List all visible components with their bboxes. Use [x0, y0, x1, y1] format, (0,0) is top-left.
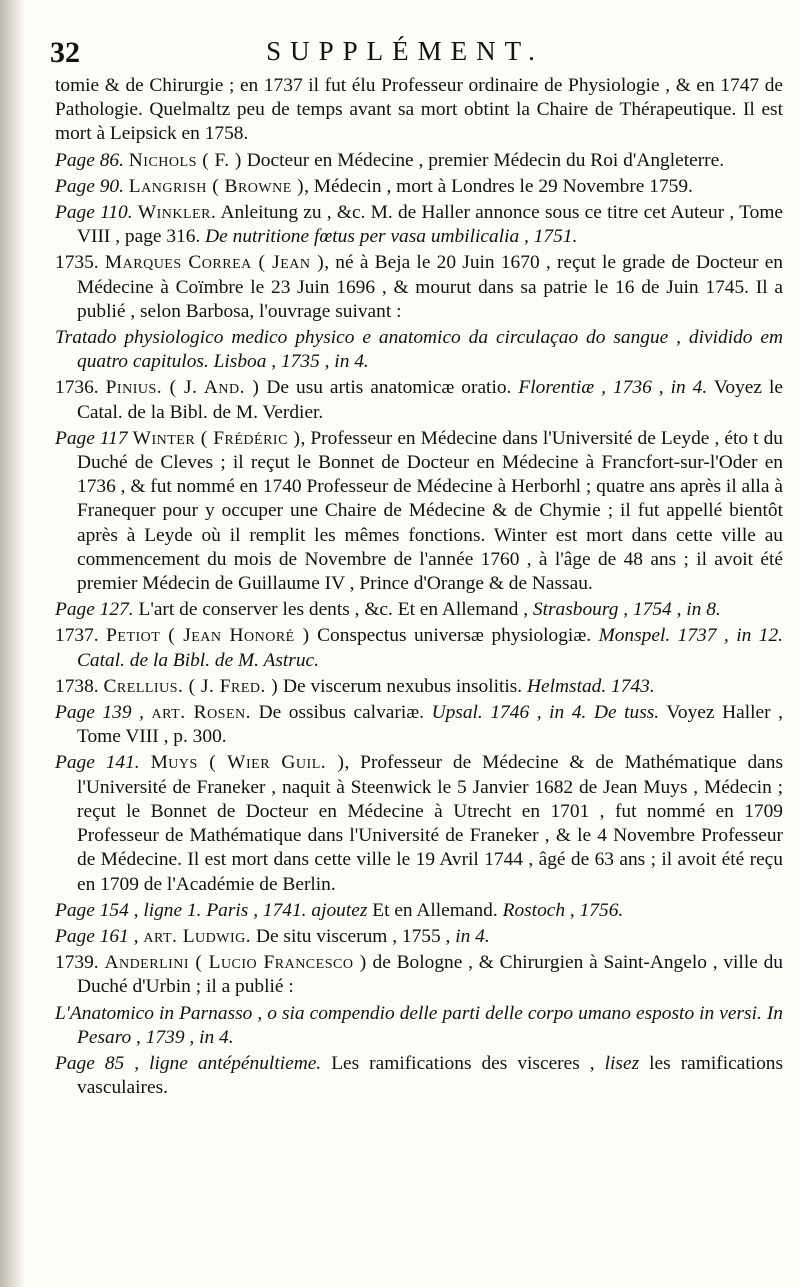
entry-body: Et en Allemand.	[372, 899, 498, 921]
entry-title: lisez	[604, 1052, 640, 1074]
entry-reference: Page 127.	[55, 599, 134, 621]
entry-body: De usu artis anatomicæ oratio.	[266, 377, 512, 399]
entry-body: Conspectus universæ physiologiæ.	[317, 625, 592, 647]
entry-body: , Professeur en Médecine dans l'Université de Leyde , éto t du Duché de Cleves ; il reçut le Bonnet de Docteur en Médecine à Francfort-sur-l'Oder en 1736 , & fut nommé en 1740 Professeur de Médecine à Herborhl ; quatre ans après il alla à Franequer pour y occuper une Chaire de Médecine & de Chymie ; il fut appellé bientôt après à Leyde où il remplit les mêmes fonctions. Winter est mort dans cette ville au commencement du mois de Novembre de l'année 1760 , à l'âge de 48 ans ; il avoit été premier Médecin de Guillaume IV , Prince d'Orange & de Nassau.	[77, 427, 783, 595]
entry-tail: les ramifications vasculaires.	[77, 1052, 784, 1099]
entry-winkler	[55, 201, 783, 249]
entry-title: in 4.	[455, 925, 490, 947]
entry-reference: Page 90.	[55, 175, 124, 197]
entry-reference: Page 161 ,	[55, 925, 139, 947]
page-header	[40, 28, 770, 72]
entry-tail: Voyez le Catal. de la Bibl. de M. Verdier.	[77, 377, 783, 423]
entry-anatomico-title	[55, 1002, 783, 1050]
entry-title: Strasbourg , 1754 , in 8.	[532, 599, 721, 621]
entry-name: Nichols ( F. )	[128, 149, 242, 171]
entry-name: Petiot ( Jean Honoré )	[106, 625, 310, 647]
entry-winter	[55, 427, 783, 596]
entry-body: de Bologne , & Chirurgien à Saint-Angelo , ville du Duché d'Urbin ; il a publié :	[77, 952, 784, 998]
entry-nichols	[55, 149, 783, 173]
entry-title: Upsal. 1746 , in 4. De tuss.	[431, 702, 660, 724]
entry-rosen	[55, 701, 783, 749]
entry-year: 1739.	[55, 952, 99, 974]
entry-name: Pinius. ( J. And. )	[105, 377, 260, 399]
entry-name: Langrish ( Browne )	[128, 175, 305, 197]
entry-body: Docteur en Médecine , premier Médecin du Roi d'Angleterre.	[246, 149, 725, 171]
entry-body: , Médecin , mort à Londres le 29 Novembre 1759.	[304, 175, 693, 197]
entry-name: Marques Correa ( Jean )	[104, 252, 325, 274]
entry-title: De nutritione fœtus per vasa umbilicalia , 1751.	[205, 226, 578, 248]
entry-body: De ossibus calvariæ.	[258, 702, 424, 724]
entry-body: tomie & de Chirurgie ; en 1737 il fut élu Professeur ordinaire de Physiologie , & en 1747 de Pathologie. Quelmaltz peu de temps avant sa mort obtint la Chaire de Thérapeutique. Il est mort à Leipsick en 1758.	[55, 75, 783, 145]
entry-reference: Page 154 , ligne 1. Paris , 1741. ajoutez	[55, 899, 368, 921]
entry-year: 1736.	[55, 377, 99, 399]
entry-year: 1738.	[55, 675, 99, 697]
entry-page-154	[55, 899, 783, 923]
entry-body: De situ viscerum , 1755 ,	[255, 925, 451, 947]
entry-name: Anderlini ( Lucio Francesco )	[104, 952, 367, 974]
entry-tail: Voyez Haller , Tome VIII , p. 300.	[77, 702, 783, 748]
entry-reference: Page 86.	[55, 149, 124, 171]
entry-langrish	[55, 175, 783, 199]
binding-shadow	[0, 0, 26, 1287]
entry-year: 1735.	[55, 252, 99, 274]
text-body	[55, 74, 783, 1102]
entry-anderlini	[55, 951, 783, 999]
entry-reference: Page 141.	[55, 752, 140, 774]
entry-reference: Page 139 ,	[55, 702, 144, 724]
entry-title: L'Anatomico in Parnasso , o sia compendio delle parti delle corpo umano esposto in versi. In Pesaro , 1739 , in 4.	[55, 1002, 783, 1048]
entry-name: Muys ( Wier Guil. )	[150, 752, 345, 774]
entry-title: Monspel. 1737 , in 12. Catal. de la Bibl. de M. Astruc.	[77, 625, 783, 671]
entry-marques-correa	[55, 251, 783, 324]
entry-name: art. Rosen.	[151, 702, 251, 724]
entry-body: Les ramifications des visceres ,	[331, 1052, 595, 1074]
page-number: 32	[50, 36, 80, 69]
entry-quelmaltz-continued	[33, 74, 783, 147]
entry-ludwig	[55, 925, 783, 949]
entry-pinius	[55, 376, 783, 424]
entry-body: , né à Beja le 20 Juin 1670 , reçut le grade de Docteur en Médecine à Coïmbre le 23 Juin 1696 , & mourut dans sa patrie le 16 de Juin 1745. Il a publié , selon Barbosa, l'ouvrage suivant :	[77, 252, 783, 322]
entry-title: Helmstad. 1743.	[527, 675, 655, 697]
entry-reference: Page 110.	[55, 202, 133, 224]
entry-name: art. Ludwig.	[143, 925, 252, 947]
entry-title: Rostoch , 1756.	[502, 899, 624, 921]
entry-title: Tratado physiologico medico physico e anatomico da circulaçao do sangue , dividido em quatro capitulos. Lisboa , 1735 , in 4.	[55, 327, 783, 373]
entry-tratado-title	[55, 326, 783, 374]
entry-page-127	[55, 598, 783, 622]
entry-name: Crellius. ( J. Fred. )	[103, 675, 279, 697]
entry-crellius	[55, 675, 783, 699]
entry-body: L'art de conserver les dents , &c. Et en Allemand ,	[138, 599, 529, 621]
entry-body: De viscerum nexubus insolitis.	[283, 675, 523, 697]
entry-name: Winter ( Frédéric )	[132, 427, 301, 449]
entry-page-85	[55, 1052, 783, 1100]
entry-body: Anleitung zu , &c. M. de Haller annonce sous ce titre cet Auteur , Tome VIII , page 316.	[77, 202, 784, 248]
running-head: SUPPLÉMENT.	[266, 36, 544, 66]
entry-petiot	[55, 624, 783, 672]
entry-name: Winkler.	[137, 202, 217, 224]
entry-body: , Professeur de Médecine & de Mathématique dans l'Université de Franeker , naquit à Steenwick le 5 Janvier 1682 de Jean Muys , Médecin ; reçut le Bonnet de Docteur en Médecine à Utrecht en 1701 , fut nommé en 1709 Professeur de Mathématique dans l'Université de Franeker , & le 4 Novembre Professeur de Médecine. Il est mort dans cette ville le 19 Avril 1744 , âgé de 63 ans ; il avoit été reçu en 1709 de l'Académie de Berlin.	[77, 752, 784, 895]
entry-year: 1737.	[55, 625, 99, 647]
entry-title: Florentiæ , 1736 , in 4.	[518, 377, 708, 399]
entry-reference: Page 117	[55, 427, 128, 449]
entry-reference: Page 85 , ligne antépénultieme.	[55, 1052, 322, 1074]
entry-muys	[55, 751, 783, 896]
